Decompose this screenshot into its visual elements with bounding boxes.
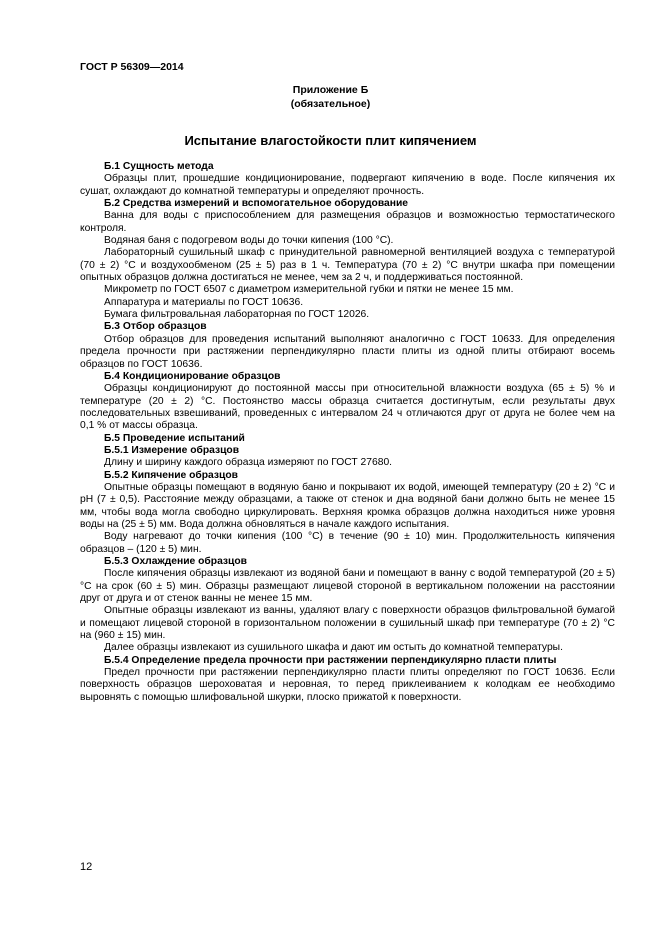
section-heading: Б.4 Кондиционирование образцов: [104, 370, 281, 382]
annex-title: Приложение Б: [292, 84, 369, 96]
section-heading: Б.2 Средства измерений и вспомогательное оборудование: [104, 198, 409, 210]
paragraph: Отбор образцов для проведения испытаний выполняют аналогично с ГОСТ 10633. Для определения предела прочности при растяжении перпендикулярно пласти плиты из одной плиты отбирают восемь образцов по ГОСТ 10636.: [80, 333, 615, 370]
paragraph: Бумага фильтровальная лабораторная по ГОСТ 12026.: [104, 309, 370, 321]
section-title: Испытание влагостойкости плит кипячением: [184, 133, 477, 148]
section-heading: Б.5.2 Кипячение образцов: [104, 469, 238, 481]
annex-status: (обязательное): [290, 98, 371, 110]
page-number: 12: [80, 861, 93, 873]
paragraph: После кипячения образцы извлекают из водяной бани и помещают в ванну с водой температурой (20 ± 5) °С на срок (60 ± 5) мин. Образцы размещают лицевой стороной в вертикальном положении на расстоянии друг от друга и от стенок ванны не менее 15 мм.: [80, 568, 615, 605]
paragraph: Микрометр по ГОСТ 6507 с диаметром измерительной губки и пятки не менее 15 мм.: [104, 284, 514, 296]
paragraph: Длину и ширину каждого образца измеряют по ГОСТ 27680.: [104, 457, 393, 469]
paragraph: Водяная баня с подогревом воды до точки кипения (100 °С).: [104, 235, 394, 247]
paragraph: Образцы плит, прошедшие кондиционирование, подвергают кипячению в воде. После кипячения их сушат, охлаждают до комнатной температуры и определяют прочность.: [80, 173, 615, 197]
section-heading: Б.5.1 Измерение образцов: [104, 444, 240, 456]
section-heading: Б.1 Сущность метода: [104, 161, 214, 172]
paragraph: Опытные образцы извлекают из ванны, удаляют влагу с поверхности образцов фильтровальной бумагой и помещают лицевой стороной в горизонтальном положении в сушильный шкаф при температуре (70 ± 2) °С на (960 ± 15) мин.: [80, 605, 615, 642]
section-heading: Б.3 Отбор образцов: [104, 321, 207, 333]
paragraph: Опытные образцы помещают в водяную баню и покрывают их водой, имеющей температуру (20 ± 2) °С и рН (7 ± 0,5). Расстояние между образцами, а также от стенок и дна водяной бани должно быть не менее 15 мм, чтобы вода могла свободно циркулировать. Верхняя кромка образцов должна находиться ниже уровня воды на (25 ± 5) мм. Вода должна обновляться в начале каждого испытания.: [80, 481, 615, 530]
paragraph: Предел прочности при растяжении перпендикулярно пласти плиты определяют по ГОСТ 10636. Если поверхность образцов шероховатая и неровная, то перед приклеиванием к колодкам ее необходимо выровнять с помощью шлифовальной шкурки, плоско прижатой к поверхности.: [80, 667, 615, 703]
document-body: [80, 161, 615, 704]
paragraph: Воду нагревают до точки кипения (100 °С) в течение (90 ± 10) мин. Продолжительность кипячения образцов – (120 ± 5) мин.: [80, 531, 615, 555]
section-heading: Б.5.4 Определение предела прочности при растяжении перпендикулярно пласти плиты: [104, 654, 557, 666]
paragraph: Образцы кондиционируют до постоянной массы при относительной влажности воздуха (65 ± 5) % и температуре (20 ± 2) °С. Постоянство массы образца считается достигнутым, если результаты двух последовательных взвешиваний, проведенных с интервалом 24 ч отличаются друг от друга не более чем на 0,1 % от массы образца.: [80, 383, 615, 432]
section-heading: Б.5 Проведение испытаний: [104, 432, 245, 444]
paragraph: Далее образцы извлекают из сушильного шкафа и дают им остыть до комнатной температуры.: [104, 642, 563, 654]
paragraph: Лабораторный сушильный шкаф с принудительной равномерной вентиляцией воздуха с температурой (70 ± 2) °С и воздухообменом (25 ± 5) раз в 1 ч. Температура (70 ± 2) °С внутри шкафа при помещении опытных образцов должна достигаться не менее, чем за 2 ч, и поддерживаться постоянной.: [80, 247, 615, 284]
document-code: ГОСТ Р 56309—2014: [80, 61, 184, 73]
section-heading: Б.5.3 Охлаждение образцов: [104, 556, 248, 567]
paragraph: Аппаратура и материалы по ГОСТ 10636.: [104, 296, 304, 308]
paragraph: Ванна для воды с приспособлением для размещения образцов и возможностью термостатического контроля.: [80, 210, 615, 234]
